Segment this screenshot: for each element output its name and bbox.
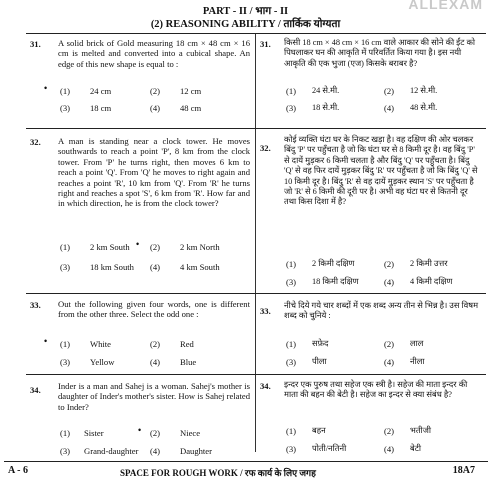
q31-opt3[interactable]: 18 cm — [90, 103, 112, 113]
q31-rule — [26, 128, 486, 129]
q32-hi-opt3[interactable]: 18 किमी दक्षिण — [312, 277, 359, 286]
section-header: (2) REASONING ABILITY / तार्किक योग्यता — [150, 19, 341, 30]
q34-opt4[interactable]: Daughter — [180, 446, 212, 456]
q33-opt3[interactable]: Yellow — [90, 357, 115, 367]
column-divider — [255, 34, 256, 452]
q32-hi-opt4-num[interactable]: (4) — [384, 277, 395, 287]
q32-opt2-num[interactable]: (2) — [150, 242, 161, 252]
q32-hi-opt1[interactable]: 2 किमी दक्षिण — [312, 259, 355, 268]
q33-opt4[interactable]: Blue — [180, 357, 197, 367]
answer-mark: • — [138, 425, 142, 435]
q33-opt3-num[interactable]: (3) — [60, 357, 71, 367]
q33-hi-opt3-num[interactable]: (3) — [286, 357, 297, 367]
q34-opt2[interactable]: Niece — [180, 428, 201, 438]
q31-hi-text: किसी 18 cm × 48 cm × 16 cm वाले आकार की सोने की ईंट को पिघलाकर घन की आकृति में परिवर्तित किया गया है। इस नयी आकृति की एक भुजा (एज) किसके बराबर है? — [284, 38, 476, 68]
q34-hi-number: 34. — [260, 381, 271, 391]
q34-hi-opt2[interactable]: भतीजी — [410, 426, 432, 435]
q32-hi-opt2[interactable]: 2 किमी उत्तर — [410, 259, 448, 268]
q31-hi-number: 31. — [260, 39, 271, 49]
q34-hi-text: इन्दर एक पुरुष तथा सहेज एक स्त्री है। सहेज की माता इन्दर की माता की बहन की बेटी है। सहेज का इन्दर से क्या संबंध है? — [284, 380, 468, 400]
q33-opt4-num[interactable]: (4) — [150, 357, 161, 367]
rough-work-note: SPACE FOR ROUGH WORK / रफ कार्य के लिए जगह — [120, 468, 316, 478]
q32-opt4-num[interactable]: (4) — [150, 262, 161, 272]
q32-hi-number: 32. — [260, 143, 271, 153]
q33-hi-opt2-num[interactable]: (2) — [384, 339, 395, 349]
q33-rule — [26, 374, 486, 375]
footer-rule — [4, 461, 488, 462]
q33-opt1-num[interactable]: (1) — [60, 339, 71, 349]
q32-opt4[interactable]: 4 km South — [180, 262, 220, 272]
q31-opt3-num[interactable]: (3) — [60, 103, 71, 113]
q34-opt3[interactable]: Grand-daughter — [84, 446, 139, 456]
q34-hi-opt1-num[interactable]: (1) — [286, 426, 297, 436]
q31-opt2-num[interactable]: (2) — [150, 86, 161, 96]
q34-hi-opt2-num[interactable]: (2) — [384, 426, 395, 436]
q33-opt2[interactable]: Red — [180, 339, 194, 349]
q32-opt1[interactable]: 2 km South — [90, 242, 130, 252]
q34-opt1-num[interactable]: (1) — [60, 428, 71, 438]
q32-number: 32. — [30, 137, 41, 147]
q31-hi-opt1-num[interactable]: (1) — [286, 86, 297, 96]
q34-hi-opt4[interactable]: बेटी — [410, 444, 422, 453]
answer-mark: • — [136, 239, 140, 249]
watermark: ALLEXAM — [408, 0, 483, 12]
q33-hi-text: नीचे दिये गये चार शब्दों में एक शब्द अन्य तीन से भिन्न है। उस विषम शब्द को चुनिये : — [284, 301, 479, 321]
answer-mark: • — [44, 336, 48, 346]
booklet-code: 18A7 — [452, 465, 475, 476]
q33-opt2-num[interactable]: (2) — [150, 339, 161, 349]
q31-hi-opt2-num[interactable]: (2) — [384, 86, 395, 96]
q32-opt3[interactable]: 18 km South — [90, 262, 134, 272]
q33-text: Out the following given four words, one is different from the other three. Select the odd one : — [58, 299, 250, 320]
q33-opt1[interactable]: White — [90, 339, 111, 349]
q31-hi-opt3-num[interactable]: (3) — [286, 103, 297, 113]
page-number: A - 6 — [8, 465, 28, 476]
q34-hi-opt3-num[interactable]: (3) — [286, 444, 297, 454]
q31-hi-opt1[interactable]: 24 से.मी. — [312, 86, 340, 95]
q33-hi-opt1[interactable]: सफ़ेद — [312, 339, 329, 348]
q34-opt1[interactable]: Sister — [84, 428, 104, 438]
q31-hi-opt4-num[interactable]: (4) — [384, 103, 395, 113]
q32-hi-opt2-num[interactable]: (2) — [384, 259, 395, 269]
q31-opt1[interactable]: 24 cm — [90, 86, 112, 96]
q34-hi-opt1[interactable]: बहन — [312, 426, 326, 435]
q33-hi-opt3[interactable]: पीला — [312, 357, 327, 366]
q34-text: Inder is a man and Sahej is a woman. Sahej's mother is daughter of Inder's mother's sister. How is Sahej related to Inder? — [58, 381, 250, 412]
q32-hi-opt3-num[interactable]: (3) — [286, 277, 297, 287]
q33-hi-number: 33. — [260, 306, 271, 316]
q31-hi-opt2[interactable]: 12 से.मी. — [410, 86, 438, 95]
q31-hi-opt4[interactable]: 48 से.मी. — [410, 103, 438, 112]
q32-hi-opt1-num[interactable]: (1) — [286, 259, 297, 269]
q31-text: A solid brick of Gold measuring 18 cm × 48 cm × 16 cm is melted and converted into a cubical shape. An edge of this new shape is equal to : — [58, 38, 250, 69]
q34-opt3-num[interactable]: (3) — [60, 446, 71, 456]
q32-opt3-num[interactable]: (3) — [60, 262, 71, 272]
q34-number: 34. — [30, 385, 41, 395]
q34-hi-opt4-num[interactable]: (4) — [384, 444, 395, 454]
part-header: PART - II / भाग - II — [202, 6, 289, 17]
footer — [0, 463, 491, 481]
q31-opt4[interactable]: 48 cm — [180, 103, 202, 113]
q34-hi-opt3[interactable]: पोती/नतिनी — [312, 444, 347, 453]
q33-hi-opt1-num[interactable]: (1) — [286, 339, 297, 349]
q31-opt4-num[interactable]: (4) — [150, 103, 161, 113]
q32-opt2[interactable]: 2 km North — [180, 242, 220, 252]
q32-opt1-num[interactable]: (1) — [60, 242, 71, 252]
q32-hi-text: कोई व्यक्ति घंटा घर के निकट खड़ा है। वह दक्षिण की ओर चलकर बिंदु 'P' पर पहुँचता है जो कि घंटा घर से 8 किमी दूर है। वह बिंदु 'P' से दायें मुड़कर 6 किमी चलता है और बिंदु 'Q' पर पहुँचता है। बिंदु 'Q' से वह फिर दायें मुड़कर बिंदु 'R' पर पहुँचता है जो कि बिंदु 'Q' से 10 किमी दूर है। बिंदु 'R' से वह दायें मुड़कर स्थान 'S' पर पहुँचता है जो 'R' से 6 किमी की दूरी पर है। अभी वह घंटा घर से कितनी दूर तथा किस दिशा में है? — [284, 135, 478, 207]
q31-number: 31. — [30, 39, 41, 49]
q31-opt1-num[interactable]: (1) — [60, 86, 71, 96]
q33-hi-opt4[interactable]: नीला — [410, 357, 425, 366]
q31-opt2[interactable]: 12 cm — [180, 86, 202, 96]
q34-opt2-num[interactable]: (2) — [150, 428, 161, 438]
answer-mark: • — [44, 83, 48, 93]
q33-hi-opt4-num[interactable]: (4) — [384, 357, 395, 367]
q32-text: A man is standing near a clock tower. He moves southwards to reach a point 'P', 8 km from the clock tower. From 'P' he turns right, then moves 6 km to reach a point 'Q'. From 'Q' he moves to right again and reaches a point 'R', 10 km from 'Q'. From 'R' he turns right and reaches a spot 'S', 6 km from 'R'. How far and in which direction, he is from the clock tower? — [58, 136, 250, 209]
q32-hi-opt4[interactable]: 4 किमी दक्षिण — [410, 277, 453, 286]
top-rule — [26, 33, 486, 34]
q32-rule — [26, 293, 486, 294]
q33-hi-opt2[interactable]: लाल — [410, 339, 424, 348]
q31-hi-opt3[interactable]: 18 से.मी. — [312, 103, 340, 112]
q34-opt4-num[interactable]: (4) — [150, 446, 161, 456]
q33-number: 33. — [30, 300, 41, 310]
